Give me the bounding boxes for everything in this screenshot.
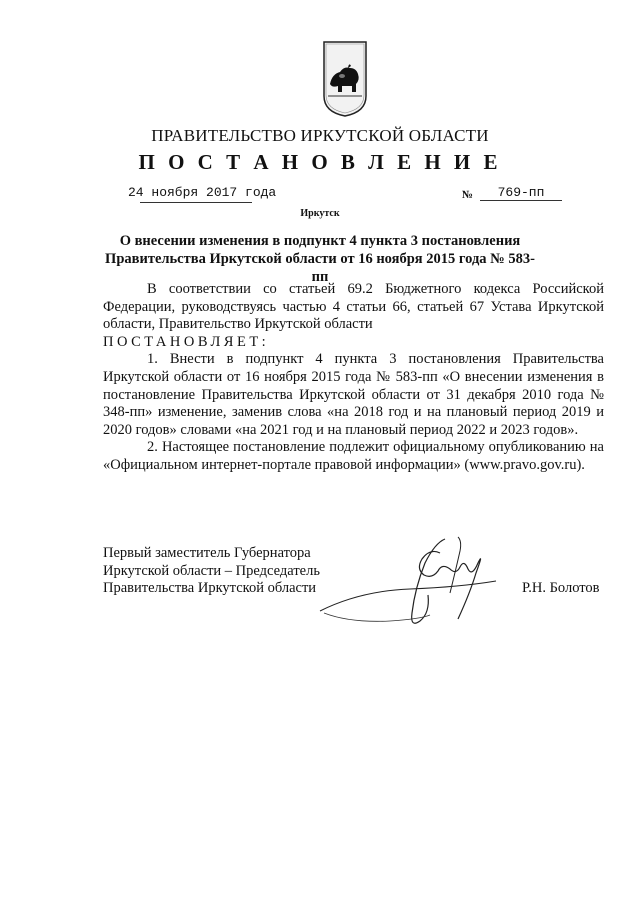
coat-of-arms-icon xyxy=(322,40,368,118)
title-line-1: О внесении изменения в подпункт 4 пункта 3 постановления xyxy=(119,233,521,249)
document-type: П О С Т А Н О В Л Е Н И Е xyxy=(138,150,502,174)
date-underline xyxy=(140,202,252,203)
number-sign: № xyxy=(462,189,474,201)
preamble-paragraph: В соответствии со статьей 69.2 Бюджетного кодекса Российской Федерации, руководствуясь частью 4 статьи 66, статьей 67 Устава Иркутской области, Правительство Иркутской области xyxy=(103,281,604,333)
document-date: 24 ноября 2017 года xyxy=(128,185,277,200)
position-line-3: Правительства Иркутской области xyxy=(103,580,317,597)
title-line-2: Правительства Иркутской области от 16 ноября 2015 года № 583-пп xyxy=(105,251,535,285)
document-body xyxy=(103,281,604,475)
document-title xyxy=(100,232,540,286)
city-name: Иркутск xyxy=(300,208,340,219)
item-1-paragraph: 1. Внести в подпункт 4 пункта 3 постановления Правительства Иркутской области от 16 ноября 2015 года № 583-пп «О внесении изменения в постановление Правительства Иркутской области от 31 декабря 2010 года № 348-пп» изменение, заменив слова «на 2018 год и на плановый период 2019 и 2020 годов» словами «на 2021 год и на плановый период 2022 и 2023 годов». xyxy=(103,351,604,438)
position-line-2: Иркутской области – Председатель xyxy=(103,562,320,579)
document-number: 769-пп xyxy=(480,185,562,201)
signatory-position xyxy=(103,545,320,598)
signatory-name: Р.Н. Болотов xyxy=(522,580,600,596)
government-name: ПРАВИТЕЛЬСТВО ИРКУТСКОЙ ОБЛАСТИ xyxy=(151,126,489,145)
resolves-keyword: ПОСТАНОВЛЯЕТ: xyxy=(103,333,270,350)
handwritten-signature-icon xyxy=(300,533,500,643)
item-2-paragraph: 2. Настоящее постановление подлежит официальному опубликованию на «Официальном интернет-портале правовой информации» (www.pravo.gov.ru). xyxy=(103,439,604,473)
position-line-1: Первый заместитель Губернатора xyxy=(103,545,311,561)
